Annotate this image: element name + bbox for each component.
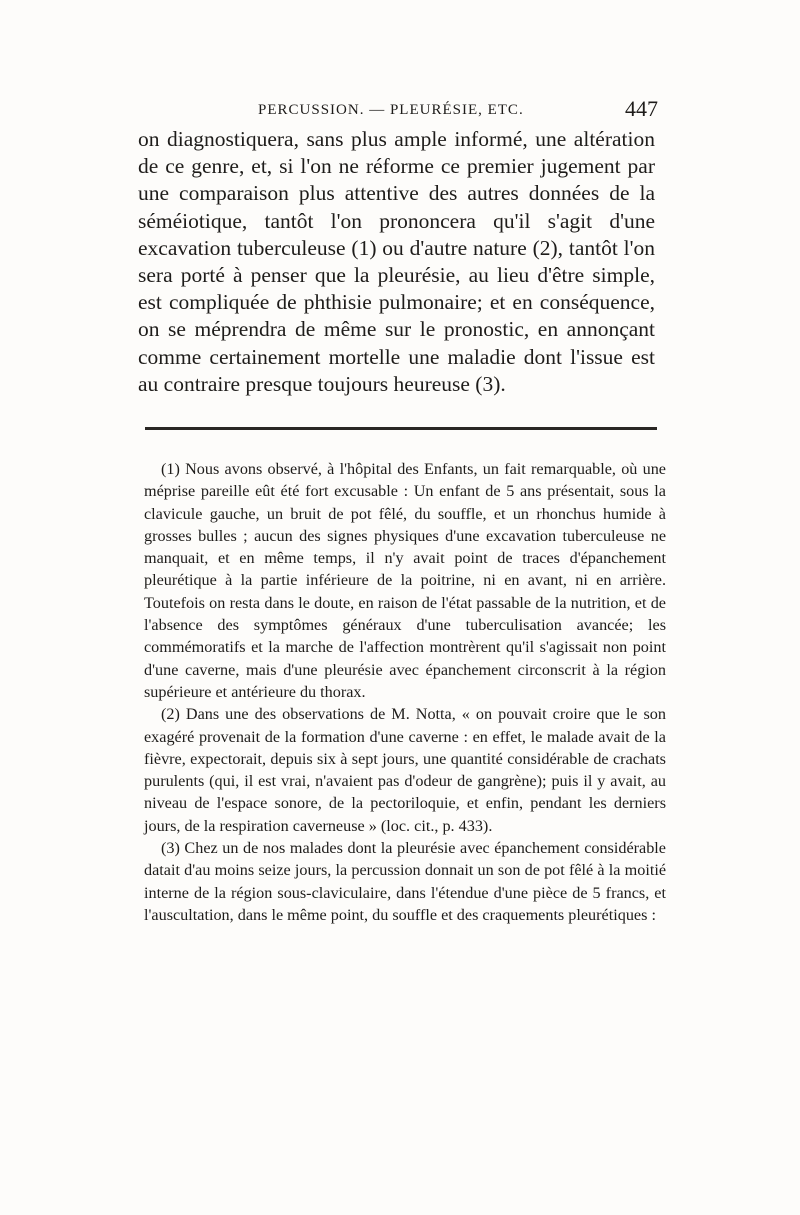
running-head: PERCUSSION. — PLEURÉSIE, ETC. <box>258 102 524 118</box>
page-header <box>140 96 660 126</box>
main-paragraph: on diagnostiquera, sans plus ample informé, une altération de ce genre, et, si l'on ne réforme ce premier jugement par une comparaison plus attentive des autres données de la séméiotique, tantôt l'on prononcera qu'il s'agit d'une excavation tuberculeuse (1) ou d'autre nature (2), tantôt l'on sera porté à penser que la pleurésie, au lieu d'être simple, est compliquée de phthisie pulmonaire; et en conséquence, on se méprendra de même sur le pronostic, en annonçant comme certainement mortelle une maladie dont l'issue est au contraire presque toujours heureuse (3). <box>138 127 655 396</box>
page-number: 447 <box>625 96 658 121</box>
footnotes <box>144 458 666 926</box>
footnote-3: (3) Chez un de nos malades dont la pleurésie avec épanchement considérable datait d'au moins seize jours, la percussion donnait un son de pot fêlé à la moitié interne de la région sous-claviculaire, dans l'étendue d'une pièce de 5 francs, et l'auscultation, dans le même point, du souffle et des craquements pleurétiques : <box>144 839 666 924</box>
main-text <box>138 126 655 398</box>
footnote-2: (2) Dans une des observations de M. Notta, « on pouvait croire que le son exagéré provenait de la formation d'une caverne : en effet, le malade avait de la fièvre, expectorait, depuis six à sept jours, une quantité considérable de crachats purulents (qui, il est vrai, n'avaient pas d'odeur de gangrène); puis il y avait, au niveau de l'espace sonore, de la pectoriloquie, et enfin, pendant les derniers jours, de la respiration caverneuse » (loc. cit., p. 433). <box>144 705 666 835</box>
footnote-1: (1) Nous avons observé, à l'hôpital des Enfants, un fait remarquable, où une méprise pareille eût été fort excusable : Un enfant de 5 ans présentait, sous la clavicule gauche, un bruit de pot fêlé, du souffle, et un rhonchus humide à grosses bulles ; aucun des signes physiques d'une excavation tuberculeuse ne manquait, et en même temps, il n'y avait point de traces d'épanchement pleurétique à la partie inférieure de la poitrine, ni en avant, ni en arrière. Toutefois on resta dans le doute, en raison de l'état passable de la nutrition, et de l'absence des symptômes généraux d'une tuberculisation avancée; les commémoratifs et la marche de l'affection montrèrent qu'il s'agissait non point d'une caverne, mais d'une pleurésie avec épanchement circonscrit à la région supérieure et antérieure du thorax. <box>144 460 666 701</box>
footnote-separator-rule <box>145 427 657 430</box>
